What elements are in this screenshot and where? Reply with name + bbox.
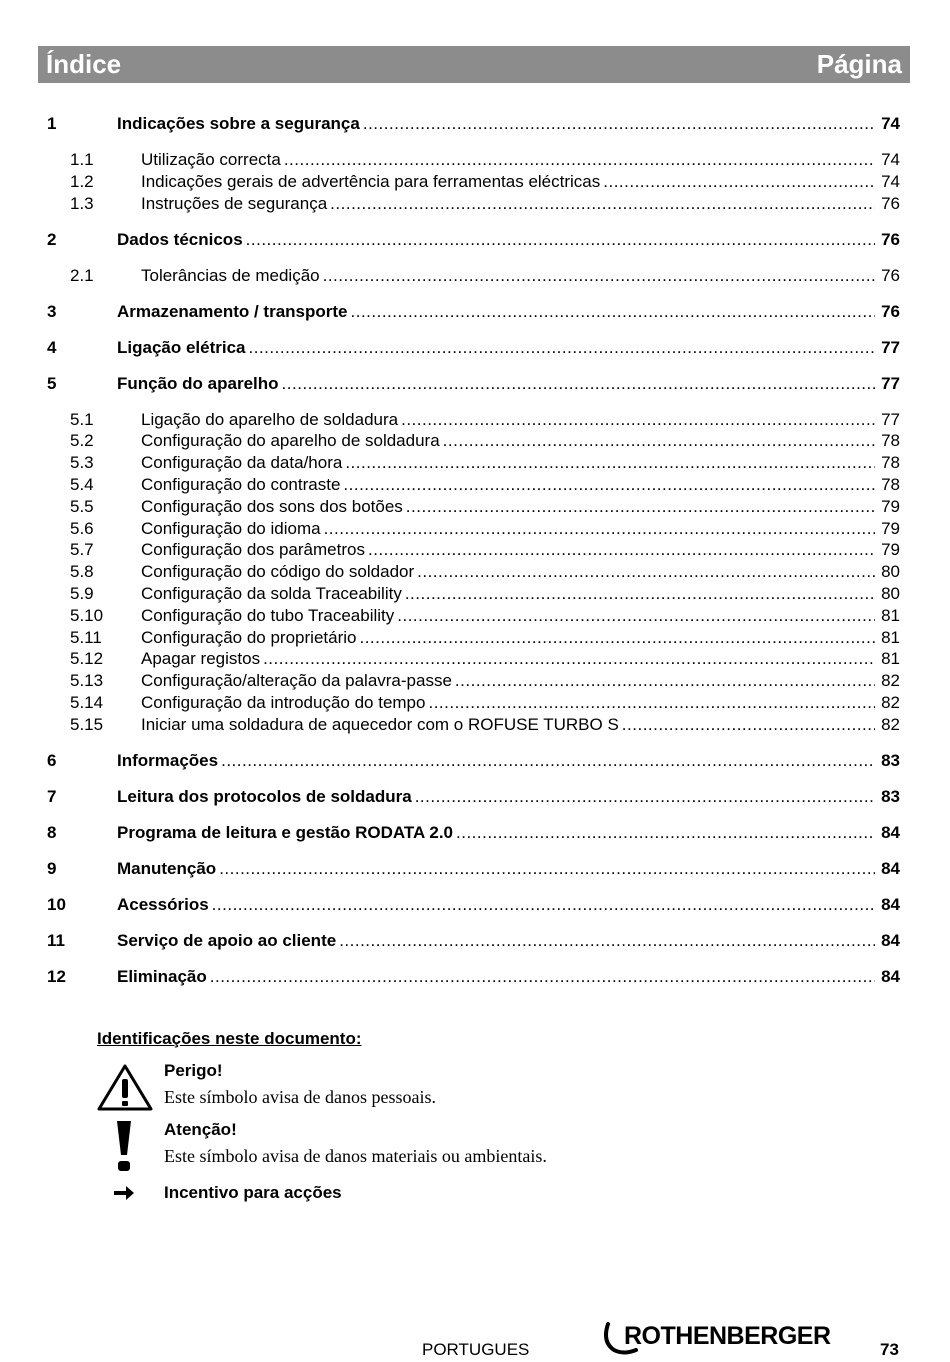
toc-dot-leader [603, 171, 875, 193]
toc-entry-title: Configuração do aparelho de soldadura [141, 431, 440, 451]
toc-entry-page: 84 [881, 822, 900, 842]
toc-entry [0, 786, 950, 808]
toc-dot-leader [249, 337, 875, 359]
toc-entry-number: 1.1 [70, 150, 94, 169]
toc-entry [0, 750, 950, 772]
toc-entry-page: 82 [881, 714, 900, 734]
toc-entry-page: 76 [881, 301, 900, 321]
arrow-right-icon [112, 1183, 136, 1203]
toc-entry-page: 76 [881, 265, 900, 285]
toc-dot-leader [219, 858, 875, 880]
toc-entry [0, 373, 950, 395]
footer-language: PORTUGUES [422, 1340, 530, 1359]
toc-dot-leader [330, 193, 875, 215]
toc-entry-number: 3 [47, 301, 57, 321]
exclamation-icon [114, 1119, 134, 1173]
toc-dot-leader [456, 822, 875, 844]
toc-entry-page: 82 [881, 693, 900, 712]
toc-entry-number: 7 [47, 786, 57, 806]
toc-entry-title: Manutenção [117, 858, 217, 878]
toc-entry-page: 78 [881, 475, 900, 494]
toc-entry-number: 5.11 [70, 627, 102, 647]
toc-entry [0, 966, 950, 988]
toc-entry-page: 76 [881, 193, 900, 213]
toc-dot-leader [351, 301, 876, 323]
toc-entry-number: 1 [47, 114, 57, 133]
toc-entry-title: Acessórios [117, 894, 209, 914]
toc-entry [0, 301, 950, 323]
toc-entry-title: Configuração/alteração da palavra-passe [141, 671, 452, 691]
toc-entry-title: Configuração do contraste [141, 475, 341, 494]
toc-entry-page: 78 [881, 453, 900, 473]
toc-entry-number: 5 [47, 373, 57, 393]
toc-dot-leader [246, 229, 875, 251]
toc-dot-leader [363, 113, 875, 135]
toc-entry [0, 930, 950, 952]
toc-entry-title: Configuração da data/hora [141, 453, 343, 473]
toc-entry-number: 5.15 [70, 714, 104, 734]
toc-entry [0, 171, 950, 193]
toc-entry-number: 1.3 [70, 193, 94, 213]
toc-entry-page: 83 [881, 750, 900, 770]
toc-dot-leader [263, 648, 875, 670]
toc-dot-leader [415, 786, 875, 808]
toc-entry-title: Configuração dos parâmetros [141, 540, 365, 560]
attention-title: Atenção! [164, 1120, 237, 1139]
toc-entry-page: 79 [881, 518, 900, 538]
toc-dot-leader [210, 966, 875, 988]
toc-entry-title: Dados técnicos [117, 229, 243, 249]
toc-entry [0, 561, 950, 583]
toc-entry [0, 337, 950, 359]
action-text: Incentivo para acções [164, 1183, 342, 1202]
toc-dot-leader [622, 714, 875, 736]
toc-entry-number: 5.10 [70, 605, 104, 625]
toc-entry [0, 265, 950, 287]
toc-entry-title: Função do aparelho [117, 373, 279, 393]
danger-title: Perigo! [164, 1061, 223, 1080]
toc-entry-number: 6 [47, 750, 57, 770]
toc-entry-page: 77 [881, 337, 900, 357]
toc-entry-number: 4 [47, 337, 57, 357]
toc-entry-title: Serviço de apoio ao cliente [117, 930, 337, 950]
toc-dot-leader [323, 265, 875, 287]
toc-entry-number: 1.2 [70, 171, 94, 191]
page-column-label: Página [816, 49, 902, 79]
toc-entry-page: 81 [881, 649, 900, 669]
toc-entry-number: 5.4 [70, 475, 94, 494]
toc-entry [0, 692, 950, 714]
warning-triangle-icon [97, 1063, 153, 1111]
toc-entry-page: 80 [881, 584, 900, 603]
toc-entry-number: 10 [47, 894, 66, 914]
toc-entry-title: Configuração do tubo Traceability [141, 605, 395, 625]
toc-entry-number: 5.12 [70, 649, 104, 669]
toc-entry-title: Tolerâncias de medição [141, 265, 320, 285]
toc-entry-number: 2 [47, 229, 57, 249]
toc-entry-page: 79 [881, 496, 900, 516]
toc-entry-page: 74 [881, 171, 900, 191]
toc-entry-number: 5.2 [70, 431, 94, 451]
toc-entry-title: Indicações gerais de advertência para ferramentas eléctricas [141, 171, 601, 191]
toc-dot-leader [339, 930, 875, 952]
toc-entry-title: Configuração do proprietário [141, 627, 357, 647]
toc-entry-title: Instruções de segurança [141, 193, 328, 213]
toc-entry [0, 430, 950, 452]
toc-entry [0, 894, 950, 916]
toc-entry-title: Configuração do idioma [141, 518, 321, 538]
toc-entry-page: 81 [881, 627, 900, 647]
toc-entry [0, 670, 950, 692]
toc-entry-page: 84 [881, 930, 900, 950]
toc-entry [0, 518, 950, 540]
toc-entry-number: 5.14 [70, 693, 104, 712]
toc-entry-number: 5.9 [70, 584, 94, 603]
toc-entry-title: Configuração da solda Traceability [141, 584, 402, 603]
toc-entry-title: Indicações sobre a segurança [117, 114, 360, 133]
toc-entry [0, 229, 950, 251]
toc-entry-title: Eliminação [117, 966, 207, 986]
legend-heading: Identificações neste documento: [97, 1029, 362, 1048]
toc-entry-title: Iniciar uma soldadura de aquecedor com o ROFUSE TURBO S [141, 714, 619, 734]
toc-entry [0, 474, 950, 496]
toc-entry [0, 452, 950, 474]
toc-entry [0, 113, 950, 135]
toc-entry-page: 74 [881, 114, 900, 133]
toc-entry-page: 77 [881, 373, 900, 393]
toc-dot-leader [455, 670, 875, 692]
toc-dot-leader [401, 409, 875, 431]
toc-entry [0, 648, 950, 670]
toc-entry-number: 5.8 [70, 562, 94, 582]
toc-entry-page: 79 [881, 540, 900, 560]
toc-entry-page: 81 [881, 605, 900, 625]
toc-entry-number: 5.1 [70, 409, 94, 429]
toc-entry-number: 9 [47, 858, 57, 878]
index-title: Índice [46, 49, 122, 79]
toc-entry-page: 76 [881, 229, 900, 249]
toc-entry-page: 83 [881, 786, 900, 806]
attention-text: Este símbolo avisa de danos materiais ou ambientais. [164, 1146, 547, 1166]
toc-dot-leader [406, 496, 875, 518]
footer-brand: ROTHENBERGER [624, 1322, 831, 1350]
toc-entry-number: 5.7 [70, 540, 94, 560]
toc-entry-title: Informações [117, 750, 219, 770]
toc-entry-title: Configuração do código do soldador [141, 562, 415, 582]
toc-entry-title: Ligação elétrica [117, 337, 246, 357]
toc-entry [0, 539, 950, 561]
toc-entry-title: Apagar registos [141, 649, 261, 669]
toc-entry-page: 84 [881, 858, 900, 878]
toc-dot-leader [284, 149, 875, 171]
toc-entry [0, 714, 950, 736]
toc-entry-number: 5.5 [70, 496, 94, 516]
toc-dot-leader [359, 627, 875, 649]
toc-entry-number: 12 [47, 966, 66, 986]
toc-dot-leader [417, 561, 875, 583]
toc-entry [0, 858, 950, 880]
toc-dot-leader [397, 605, 875, 627]
toc-entry [0, 496, 950, 518]
toc-entry-title: Configuração dos sons dos botões [141, 496, 403, 516]
index-header-bar [38, 46, 910, 83]
toc-dot-leader [428, 692, 875, 714]
toc-entry-number: 5.6 [70, 518, 94, 538]
toc-dot-leader [443, 430, 875, 452]
toc-entry [0, 627, 950, 649]
toc-entry-title: Utilização correcta [141, 150, 281, 169]
toc-entry [0, 583, 950, 605]
toc-entry-title: Configuração da introdução do tempo [141, 693, 426, 712]
toc-entry-number: 11 [47, 930, 65, 950]
toc-dot-leader [343, 474, 875, 496]
toc-entry-number: 5.3 [70, 453, 94, 473]
toc-entry [0, 193, 950, 215]
toc-entry-page: 80 [881, 562, 900, 582]
toc-entry-page: 84 [881, 966, 900, 986]
toc-entry-page: 84 [881, 894, 900, 914]
toc-dot-leader [221, 750, 875, 772]
footer-page-number: 73 [880, 1340, 899, 1359]
toc-entry [0, 605, 950, 627]
toc-dot-leader [212, 894, 875, 916]
toc-entry-title: Leitura dos protocolos de soldadura [117, 786, 412, 806]
toc-dot-leader [324, 518, 875, 540]
toc-entry-number: 2.1 [70, 265, 94, 285]
danger-text: Este símbolo avisa de danos pessoais. [164, 1087, 436, 1107]
toc-entry [0, 822, 950, 844]
toc-dot-leader [282, 373, 875, 395]
toc-entry-title: Programa de leitura e gestão RODATA 2.0 [117, 822, 453, 842]
toc-entry-number: 8 [47, 822, 57, 842]
toc-entry-title: Armazenamento / transporte [117, 301, 348, 321]
toc-dot-leader [405, 583, 875, 605]
toc-entry-page: 77 [881, 409, 900, 429]
toc-entry-page: 74 [881, 150, 900, 169]
toc-entry-page: 78 [881, 431, 900, 451]
toc-entry [0, 149, 950, 171]
toc-dot-leader [368, 539, 875, 561]
toc-dot-leader [345, 452, 875, 474]
toc-entry-title: Ligação do aparelho de soldadura [141, 409, 399, 429]
toc-entry [0, 409, 950, 431]
toc-entry-number: 5.13 [70, 671, 104, 691]
toc-entry-page: 82 [881, 671, 900, 691]
